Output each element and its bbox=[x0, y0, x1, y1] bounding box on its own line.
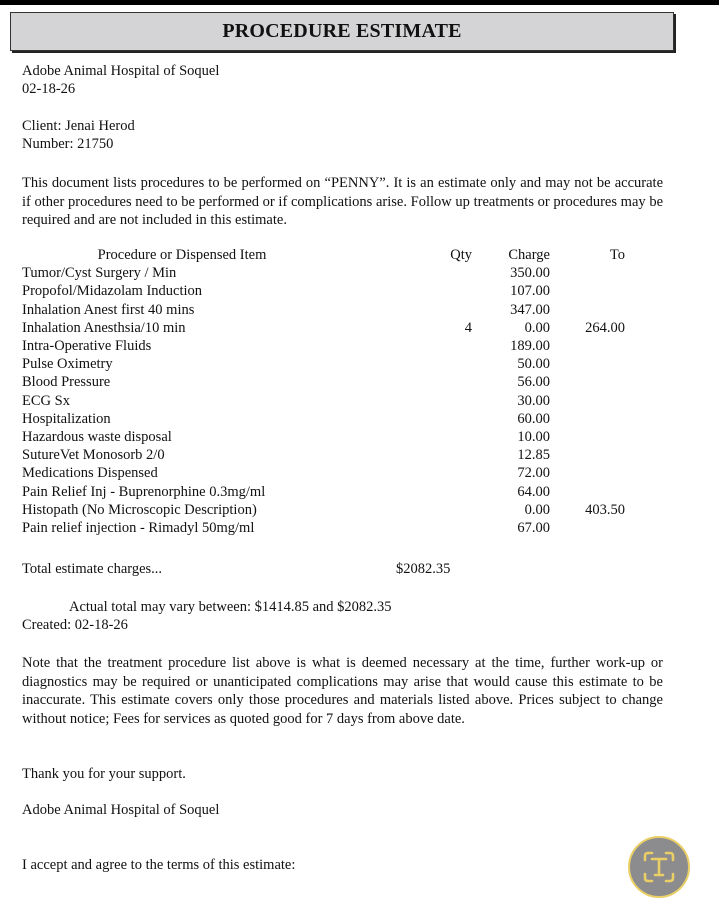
row-item: Tumor/Cyst Surgery / Min bbox=[22, 265, 177, 282]
table-row bbox=[22, 355, 625, 373]
table-row bbox=[22, 301, 625, 319]
row-charge: 107.00 bbox=[510, 283, 550, 300]
row-charge: 350.00 bbox=[510, 265, 550, 282]
table-row bbox=[22, 464, 625, 482]
accept-terms-text: I accept and agree to the terms of this estimate: bbox=[22, 857, 296, 873]
total-label: Total estimate charges... bbox=[22, 561, 163, 577]
header-charge: Charge bbox=[508, 247, 550, 263]
row-item: Pulse Oximetry bbox=[22, 356, 113, 373]
row-item: Propofol/Midazolam Induction bbox=[22, 283, 203, 300]
row-item: Inhalation Anest first 40 mins bbox=[22, 301, 195, 318]
table-header-row bbox=[22, 246, 625, 264]
row-charge: 56.00 bbox=[517, 374, 550, 391]
header-item: Procedure or Dispensed Item bbox=[97, 247, 267, 263]
table-row bbox=[22, 483, 625, 501]
row-charge: 0.00 bbox=[524, 501, 550, 518]
row-item: Medications Dispensed bbox=[22, 465, 158, 482]
row-qty bbox=[412, 264, 472, 282]
row-to bbox=[550, 301, 625, 319]
row-qty bbox=[412, 519, 472, 537]
row-qty bbox=[412, 464, 472, 482]
row-item: Hospitalization bbox=[22, 410, 111, 427]
row-item: ECG Sx bbox=[22, 392, 70, 409]
row-qty bbox=[412, 428, 472, 446]
row-to bbox=[550, 282, 625, 300]
header-to: To bbox=[609, 247, 625, 263]
table-row bbox=[22, 446, 625, 464]
table-row bbox=[22, 428, 625, 446]
total-value: $2082.35 bbox=[396, 561, 451, 577]
row-charge: 30.00 bbox=[517, 392, 550, 409]
table-row bbox=[22, 319, 625, 337]
table-row bbox=[22, 373, 625, 391]
row-item: Hazardous waste disposal bbox=[22, 429, 172, 446]
row-to bbox=[550, 519, 625, 537]
total-range: Actual total may vary between: $1414.85 and $2082.35 bbox=[69, 599, 392, 615]
row-charge: 0.00 bbox=[524, 319, 550, 336]
row-qty bbox=[412, 501, 472, 519]
row-qty bbox=[412, 337, 472, 355]
row-qty: 4 bbox=[464, 319, 472, 336]
row-to: 264.00 bbox=[585, 319, 625, 336]
row-qty bbox=[412, 282, 472, 300]
row-charge: 64.00 bbox=[517, 483, 550, 500]
row-to bbox=[550, 264, 625, 282]
client-name: Client: Jenai Herod bbox=[22, 118, 135, 134]
row-qty bbox=[412, 410, 472, 428]
row-to bbox=[550, 410, 625, 428]
row-qty bbox=[412, 301, 472, 319]
row-qty bbox=[412, 355, 472, 373]
row-charge: 60.00 bbox=[517, 410, 550, 427]
text-scan-button[interactable] bbox=[628, 836, 690, 898]
row-to bbox=[550, 483, 625, 501]
table-row bbox=[22, 392, 625, 410]
row-qty bbox=[412, 373, 472, 391]
row-charge: 67.00 bbox=[517, 520, 550, 537]
row-charge: 72.00 bbox=[517, 465, 550, 482]
row-item: SutureVet Monosorb 2/0 bbox=[22, 447, 165, 464]
row-to bbox=[550, 355, 625, 373]
row-charge: 10.00 bbox=[517, 429, 550, 446]
row-qty bbox=[412, 446, 472, 464]
row-item: Pain relief injection - Rimadyl 50mg/ml bbox=[22, 520, 255, 537]
row-charge: 189.00 bbox=[510, 338, 550, 355]
row-to: 403.50 bbox=[585, 501, 625, 518]
text-scan-icon bbox=[639, 847, 679, 887]
row-item: Blood Pressure bbox=[22, 374, 111, 391]
row-item: Inhalation Anesthsia/10 min bbox=[22, 319, 186, 336]
row-item: Pain Relief Inj - Buprenorphine 0.3mg/ml bbox=[22, 483, 266, 500]
clinic-name: Adobe Animal Hospital of Soquel bbox=[22, 63, 220, 79]
row-to bbox=[550, 446, 625, 464]
table-row bbox=[22, 337, 625, 355]
row-qty bbox=[412, 483, 472, 501]
row-to bbox=[550, 373, 625, 391]
row-to bbox=[550, 337, 625, 355]
table-row bbox=[22, 501, 625, 519]
row-qty bbox=[412, 392, 472, 410]
note-paragraph: Note that the treatment procedure list above is what is deemed necessary at the time, further work-up or diagnostics may be required or unanticipated complications may arise that would cause this estimate to be inaccurate. This estimate covers only those procedures and materials listed above. Prices subject to change without notice; Fees for services as quoted good for 7 days from above date. bbox=[22, 655, 663, 727]
row-item: Intra-Operative Fluids bbox=[22, 338, 152, 355]
row-charge: 12.85 bbox=[517, 447, 550, 464]
row-to bbox=[550, 464, 625, 482]
client-number: Number: 21750 bbox=[22, 136, 114, 152]
row-to bbox=[550, 428, 625, 446]
top-edge-bar bbox=[0, 0, 719, 5]
row-item: Histopath (No Microscopic Description) bbox=[22, 501, 257, 518]
header-qty: Qty bbox=[450, 247, 472, 263]
created-date: Created: 02-18-26 bbox=[22, 617, 128, 633]
table-row bbox=[22, 264, 625, 282]
row-to bbox=[550, 392, 625, 410]
table-row bbox=[22, 282, 625, 300]
estimate-date: 02-18-26 bbox=[22, 81, 76, 97]
page-title: PROCEDURE ESTIMATE bbox=[222, 20, 462, 42]
row-charge: 347.00 bbox=[510, 301, 550, 318]
signature-clinic: Adobe Animal Hospital of Soquel bbox=[22, 802, 220, 818]
title-banner bbox=[10, 12, 674, 51]
table-row bbox=[22, 519, 625, 537]
thanks-text: Thank you for your support. bbox=[22, 766, 186, 782]
procedure-table bbox=[22, 246, 625, 537]
table-row bbox=[22, 410, 625, 428]
intro-paragraph: This document lists procedures to be performed on “PENNY”. It is an estimate only and may not be accurate if other procedures need to be performed or if complications arise. Follow up treatments or procedures may be required and are not included in this estimate. bbox=[22, 175, 663, 228]
row-charge: 50.00 bbox=[517, 356, 550, 373]
